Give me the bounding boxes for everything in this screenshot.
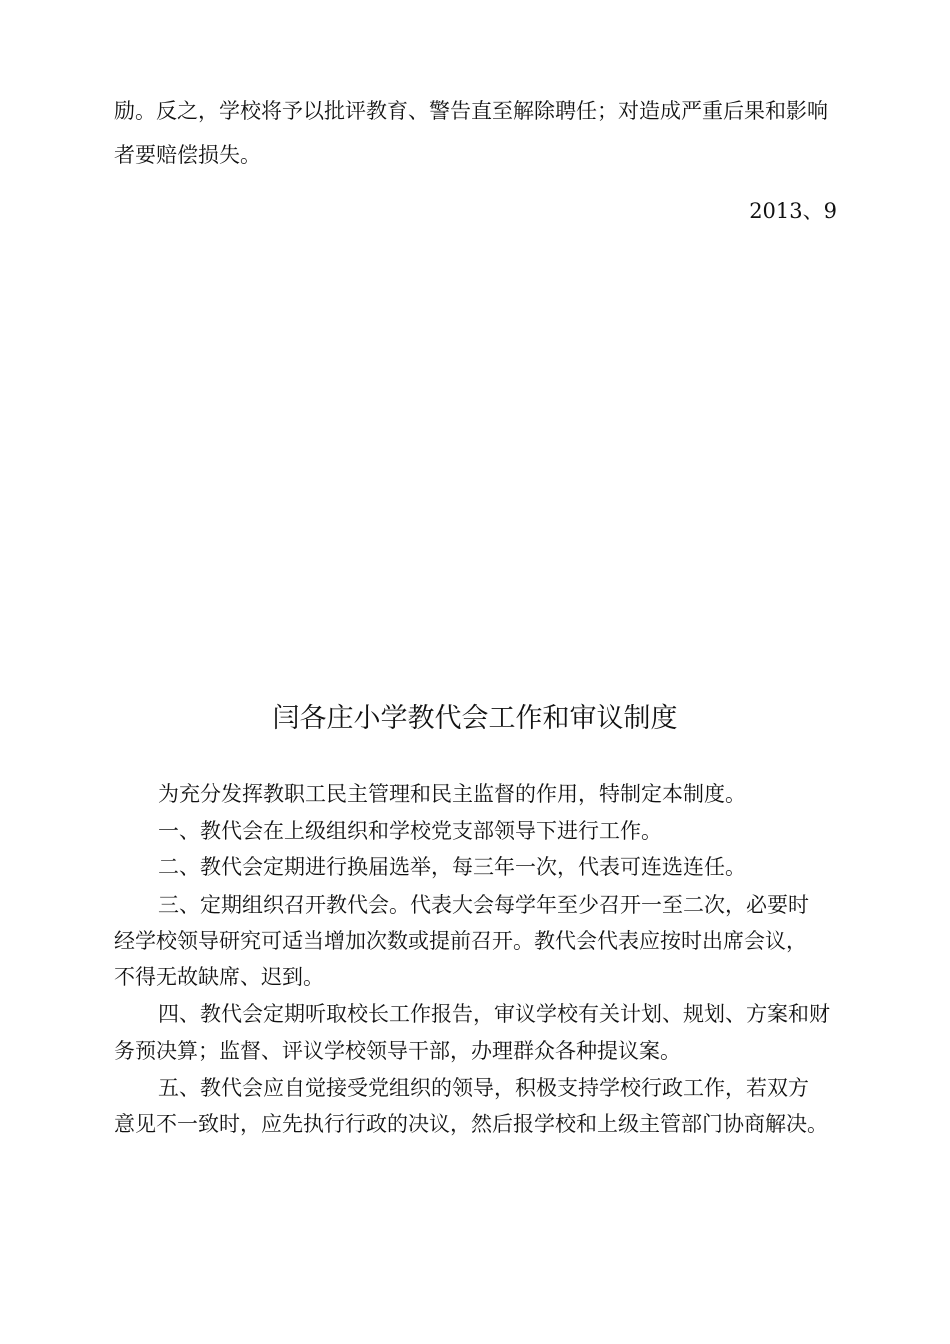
paragraph-item-4-line-1: 四、教代会定期听取校长工作报告，审议学校有关计划、规划、方案和财 (158, 1002, 830, 1026)
paragraph-intro: 为充分发挥教职工民主管理和民主监督的作用，特制定本制度。 (158, 782, 746, 806)
paragraph-item-5-line-1: 五、教代会应自觉接受党组织的领导，积极支持学校行政工作，若双方 (158, 1076, 809, 1100)
document-date: 2013、9 (749, 199, 837, 223)
document-title: 闫各庄小学教代会工作和审议制度 (272, 703, 678, 734)
paragraph-item-1: 一、教代会在上级组织和学校党支部领导下进行工作。 (158, 819, 662, 843)
previous-section-line-1: 励。反之，学校将予以批评教育、警告直至解除聘任；对造成严重后果和影响 (114, 99, 828, 123)
paragraph-item-3-line-3: 不得无故缺席、迟到。 (114, 965, 324, 989)
paragraph-item-3-line-1: 三、定期组织召开教代会。代表大会每学年至少召开一至二次，必要时 (158, 893, 809, 917)
paragraph-item-2: 二、教代会定期进行换届选举，每三年一次，代表可连选连任。 (158, 855, 746, 879)
previous-section-line-2: 者要赔偿损失。 (114, 143, 261, 167)
paragraph-item-4-line-2: 务预决算；监督、评议学校领导干部，办理群众各种提议案。 (114, 1039, 681, 1063)
paragraph-item-3-line-2: 经学校领导研究可适当增加次数或提前召开。教代会代表应按时出席会议， (114, 929, 807, 953)
paragraph-item-5-line-2: 意见不一致时，应先执行行政的决议，然后报学校和上级主管部门协商解决。 (114, 1112, 828, 1136)
